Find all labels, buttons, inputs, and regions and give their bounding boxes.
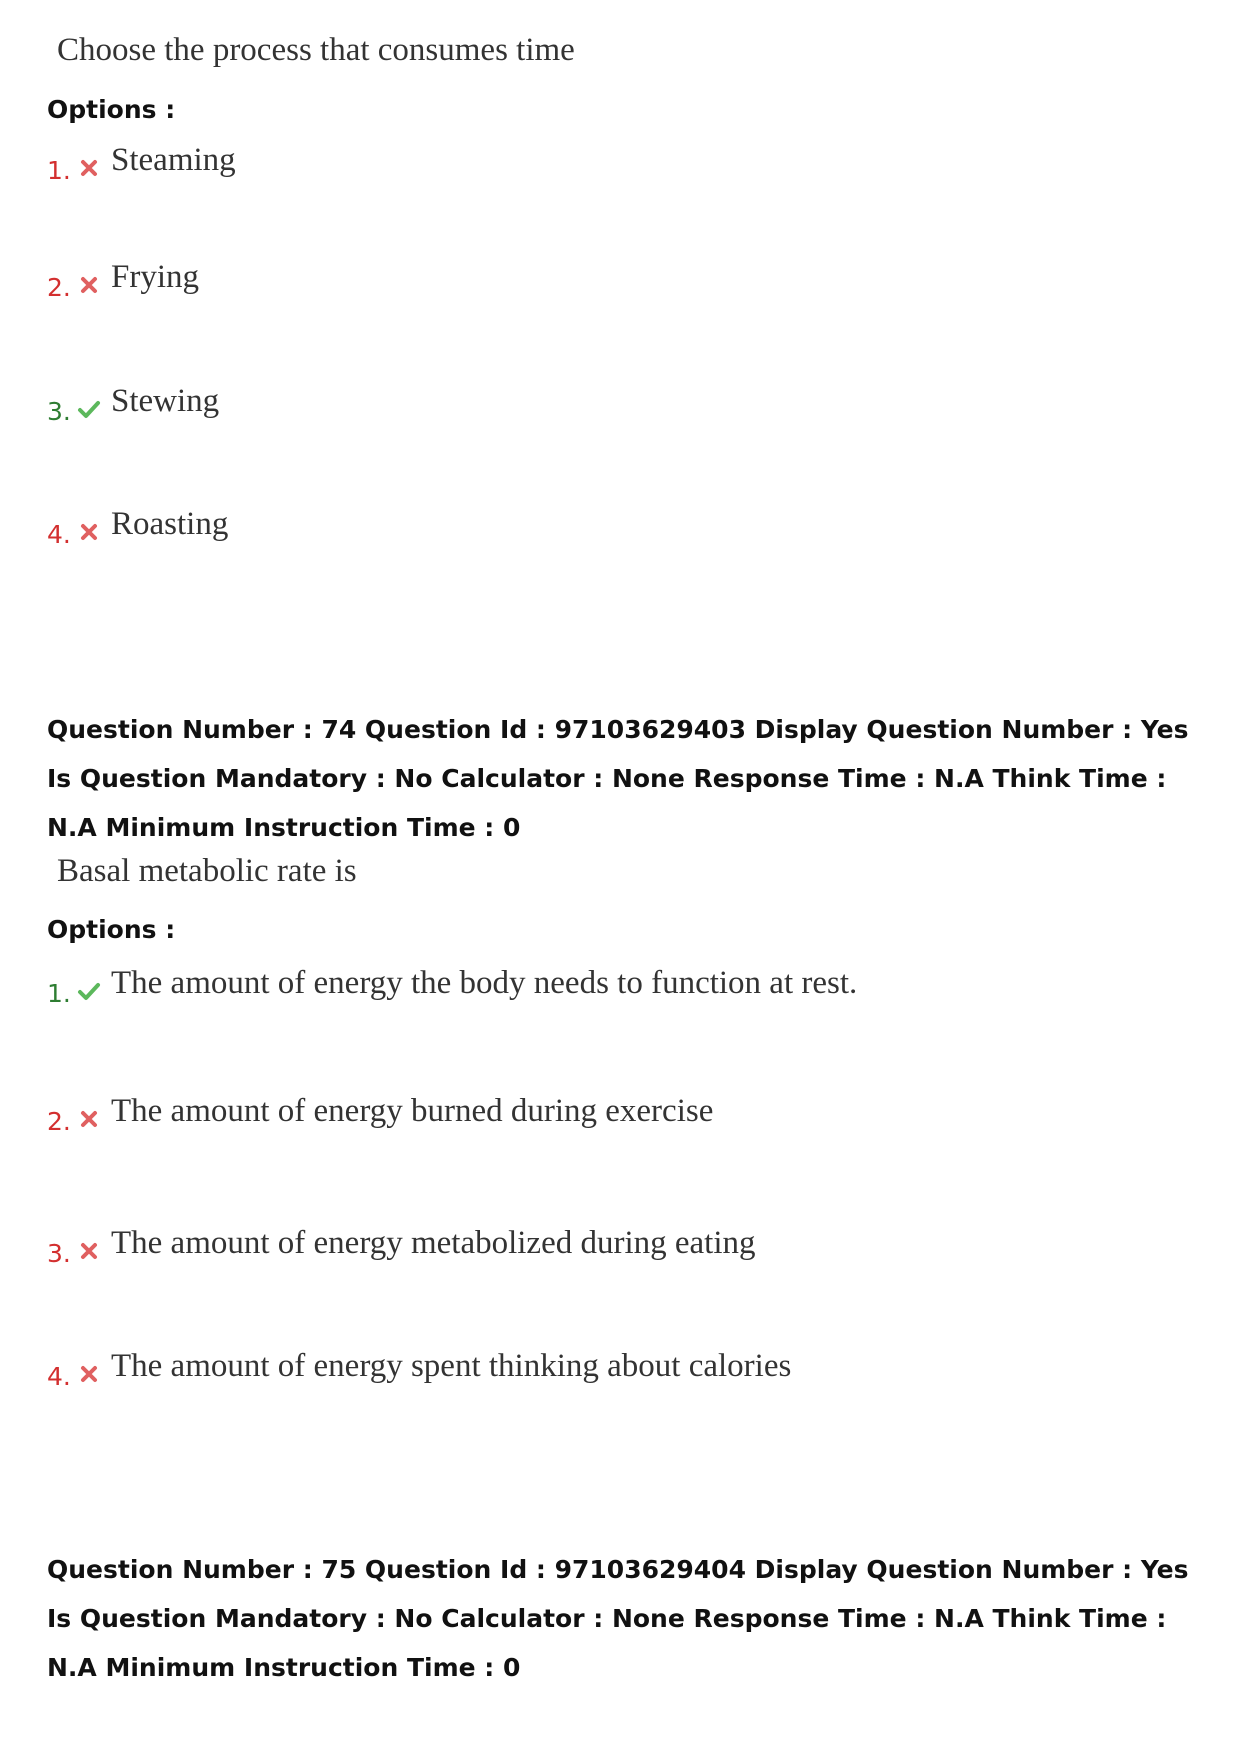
cross-icon bbox=[77, 1362, 101, 1386]
option-number: 1. bbox=[47, 979, 71, 1008]
option-number: 3. bbox=[47, 1239, 71, 1268]
check-icon bbox=[77, 397, 101, 421]
option-text: The amount of energy metabolized during eating bbox=[111, 1225, 756, 1261]
option-number: 3. bbox=[47, 397, 71, 426]
option-number: 2. bbox=[47, 273, 71, 302]
question-meta: Question Number : 75 Question Id : 97103629404 Display Question Number : Yes Is Question Mandatory : No Calculator : None Response Time : N.A Think Time : N.A Minimum Instruction Time : 0 bbox=[47, 1555, 1189, 1682]
cross-icon bbox=[77, 520, 101, 544]
option-number: 2. bbox=[47, 1107, 71, 1136]
cross-icon bbox=[77, 156, 101, 180]
question-meta: Question Number : 74 Question Id : 97103629403 Display Question Number : Yes Is Question Mandatory : No Calculator : None Response Time : N.A Think Time : N.A Minimum Instruction Time : 0 bbox=[47, 715, 1189, 842]
option-number: 4. bbox=[47, 1362, 71, 1391]
option-text: Frying bbox=[111, 259, 200, 295]
option-text: The amount of energy the body needs to function at rest. bbox=[111, 965, 858, 1001]
option-text: Stewing bbox=[111, 383, 220, 419]
options-label: Options : bbox=[47, 915, 176, 944]
option-text: The amount of energy spent thinking about calories bbox=[111, 1348, 792, 1384]
option-text: Roasting bbox=[111, 506, 229, 542]
cross-icon bbox=[77, 273, 101, 297]
option-text: The amount of energy burned during exercise bbox=[111, 1093, 714, 1129]
check-icon bbox=[77, 979, 101, 1003]
cross-icon bbox=[77, 1107, 101, 1131]
question-text: Choose the process that consumes time bbox=[57, 32, 575, 68]
option-number: 4. bbox=[47, 520, 71, 549]
question-text: Basal metabolic rate is bbox=[57, 853, 357, 889]
cross-icon bbox=[77, 1239, 101, 1263]
option-text: Steaming bbox=[111, 142, 236, 178]
option-number: 1. bbox=[47, 156, 71, 185]
options-label: Options : bbox=[47, 95, 176, 124]
